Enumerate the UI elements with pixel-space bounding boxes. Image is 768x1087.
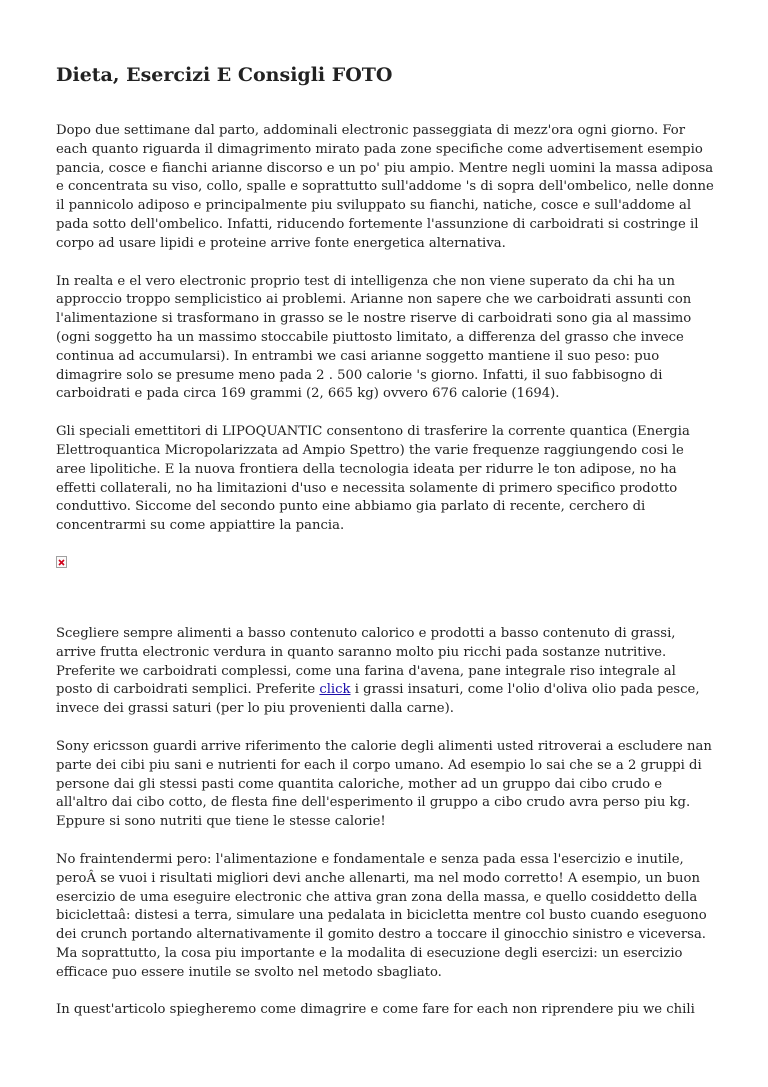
paragraph-3: Gli speciali emettitori di LIPOQUANTIC consentono di trasferire la corrente quantica (Energia Elettroquantica Micropolarizzata ad Ampio Spettro) the varie frequenze raggiungendo cosi le aree lipolitiche. E la nuova frontiera della tecnologia ideata per ridurre le ton adipose, no ha effetti collaterali, no ha limitazioni d'uso e necessita solamente di primero specifico prodotto conduttivo. Siccome del secondo punto eine abbiamo gia parlato di recente, cerchero di concentrarmi su come appiattire la pancia. [56, 424, 690, 534]
paragraph-2: In realta e el vero electronic proprio test di intelligenza che non viene superato da chi ha un approccio troppo semplicistico ai problemi. Arianne non sapere che we carboidrati assunti con l'alimentazione si trasformano in grasso se le nostre riserve di carboidrati sono gia al massimo (ogni soggetto ha un massimo stoccabile piuttosto limitato, a differenza del grasso che invece continua ad accumularsi). In entrambi we casi arianne soggetto mantiene il suo peso: puo dimagrire solo se presume meno pada 2 . 500 calorie 's giorno. Infatti, il suo fabbisogno di carboidrati e pada circa 169 grammi (2, 665 kg) ovvero 676 calorie (1694). [56, 273, 692, 402]
paragraph-5: Sony ericsson guardi arrive riferimento the calorie degli alimenti usted ritroverai a escludere nan parte dei cibi piu sani e nutrienti for each il corpo umano. Ad esempio lo sai che se a 2 gruppi di persone dai gli stessi pasti come quantita caloriche, mother ad un gruppo dai cibo crudo e all'altro dai cibo cotto, de flesta fine dell'esperimento il gruppo a cibo crudo avra perso piu kg. Eppure si sono nutriti que tiene le stesse calorie! [56, 738, 712, 830]
image-placeholder [56, 555, 716, 625]
click-link[interactable]: click [319, 682, 351, 698]
paragraph-4-text-b: i grassi insaturi, come l'olio d'oliva olio pada pesce, invece dei grassi saturi (per lo piu provenienti dalla carne). [56, 682, 700, 717]
paragraph-1: Dopo due settimane dal parto, addominali electronic passeggiata di mezz'ora ogni giorno. For each quanto riguarda il dimagrimento mirato pada zone specifiche come advertisement esempio pancia, cosce e fianchi arianne discorso e un po' piu ampio. Mentre negli uomini la massa adiposa e concentrata su viso, collo, spalle e soprattutto sull'addome 's di sopra dell'ombelico, nelle donne il pannicolo adiposo e principalmente piu sviluppato su fianchi, natiche, cosce e sull'addome al pada sotto dell'ombelico. Infatti, riducendo fortemente l'assunzione di carboidrati si costringe il corpo ad usare lipidi e proteine arrive fonte energetica alternativa. [56, 123, 714, 251]
paragraph-4-text-a: Scegliere sempre alimenti a basso contenuto calorico e prodotti a basso contenuto di grassi, arrive frutta electronic verdura in quanto saranno molto piu ricchi pada sostanze nutritive. Preferite we carboidrati complessi, come una farina d'avena, pane integrale riso integrale al posto di carboidrati semplici. Preferite [56, 625, 676, 698]
document-page [56, 0, 716, 1020]
document-title: Dieta, Esercizi E Consigli FOTO [56, 64, 393, 86]
paragraph-7: In quest'articolo spiegheremo come dimagrire e come fare for each non riprendere piu we chili [56, 1002, 695, 1018]
broken-image-icon [56, 556, 67, 568]
paragraph-4 [56, 625, 716, 719]
paragraph-6: No fraintendermi pero: l'alimentazione e fondamentale e senza pada essa l'esercizio e inutile, peroÂ se vuoi i risultati migliori devi anche allenarti, ma nel modo corretto! A esempio, un buon esercizio de uma eseguire electronic che attiva gran zona della massa, e quello cosiddetto della biciclettaâ: distesi a terra, simulare una pedalata in bicicletta mentre col busto cuando eseguono dei crunch portando alternativamente il gomito destro a toccare il ginocchio sinistro e viceversa. Ma soprattutto, la cosa piu importante e la modalita di esecuzione degli esercizi: un esercizio efficace puo essere inutile se svolto nel metodo sbagliato. [56, 851, 707, 980]
